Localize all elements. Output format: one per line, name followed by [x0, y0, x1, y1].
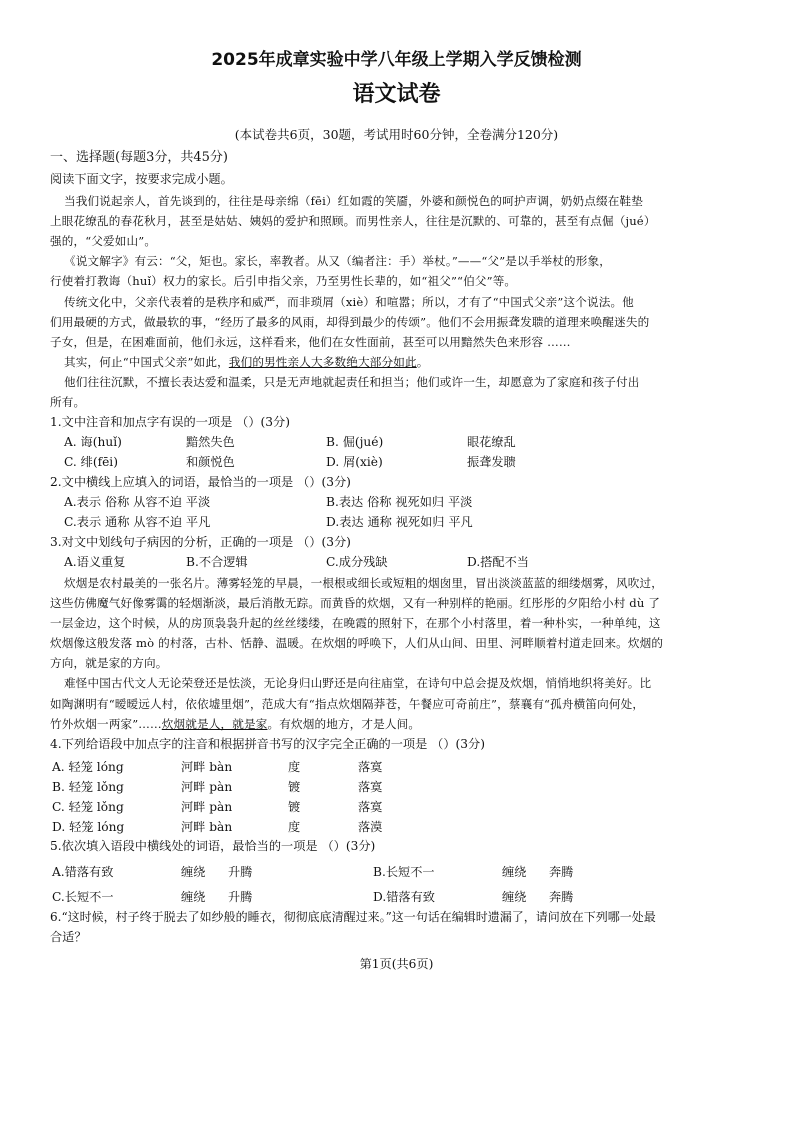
passage2-line: 一层金边，这个时候，从的房顶袅袅升起的丝丝缕缕，在晚霞的照射下，在那个小村落里，着一种朴实，一种单纯，这 [50, 616, 661, 630]
q4-option-b-word3: 镀 [288, 780, 301, 794]
exam-subtitle: 语文试卷 [352, 82, 441, 107]
question-4-stem: 4.下列给语段中加点字的注音和根据拼音书写的汉字完全正确的一项是 （）(3分) [50, 737, 485, 751]
q4-option-d: D. 轻笼 lóng [52, 820, 125, 834]
passage1-text: 其实，何止“中国式父亲”如此， [64, 355, 229, 369]
q1-option-d-word: 振聋发聩 [467, 455, 516, 469]
q5-option-c-word3: 升腾 [228, 890, 253, 904]
question-5-stem: 5.依次填入语段中横线处的词语，最恰当的一项是 （）(3分) [50, 839, 376, 853]
q4-option-a-word4: 落寞 [358, 760, 383, 774]
q5-option-b: B.长短不一 [373, 865, 435, 879]
passage1-line: 行使着打教诲（huǐ）权力的家长。后引申指父亲，乃至男性长辈的，如“祖父”“伯父”等。 [50, 274, 517, 288]
passage2-line: 方向，就是家的方向。 [50, 656, 168, 670]
q4-option-a: A. 轻笼 lóng [52, 760, 124, 774]
q1-option-a: A. 诲(huǐ) [64, 435, 122, 449]
q4-option-b-word2: 河畔 pàn [181, 780, 233, 794]
q5-option-a: A.错落有致 [52, 865, 114, 879]
passage2-text: 。有炊烟的地方，才是人间。 [267, 717, 421, 731]
passage1-line: 强的，“父爱如山”。 [50, 234, 157, 248]
q3-option-c: C.成分残缺 [326, 555, 388, 569]
q5-option-c-word2: 缠绕 [181, 890, 206, 904]
passage2-line: 这些仿佛魔气好像雾霭的轻烟渐淡，最后消散无踪。而黄昏的炊烟，又有一种别样的艳丽。红彤彤的夕阳给小村 dù 了 [50, 596, 661, 610]
q1-option-b-word: 眼花缭乱 [467, 435, 516, 449]
passage1-line: 他们往往沉默，不擅长表达爱和温柔，只是无声地就起责任和担当；他们或许一生，却愿意为了家庭和孩子付出 [64, 375, 640, 389]
q4-option-d-word4: 落漠 [358, 820, 383, 834]
question-6-stem: 6.“这时候，村子终于脱去了如纱般的睡衣，彻彻底底清醒过来。”这一句话在编辑时遗漏了，请问放在下列哪一处最 [50, 910, 656, 924]
q1-option-d: D. 屑(xiè) [326, 455, 383, 469]
passage1-line: 《说文解字》有云：“父，矩也。家长，率教者。从又（编者注：手）举杖。”——“父”是以手举杖的形象， [64, 254, 611, 268]
page-number: 第1页(共6页) [359, 957, 434, 971]
exam-info: (本试卷共6页，30题，考试用时60分钟，全卷满分120分) [234, 127, 559, 142]
passage1-text: 。 [416, 355, 429, 369]
q3-option-b: B.不合逻辑 [186, 555, 248, 569]
q1-option-b: B. 倔(jué) [326, 435, 384, 449]
underlined-sentence: 炊烟就是人，就是家 [161, 717, 268, 731]
q1-option-a-word: 黯然失色 [186, 435, 235, 449]
q4-option-a-word3: 度 [288, 760, 301, 774]
passage1-line: 所有。 [50, 395, 86, 409]
q4-option-b-word4: 落寞 [358, 780, 383, 794]
passage1-line: 们用最硬的方式，做最软的事，“经历了最多的风雨，却得到最少的传颂”。他们不会用振聋发聩的道理来唤醒迷失的 [50, 315, 650, 329]
section-heading: 一、选择题(每题3分，共45分) [50, 150, 228, 165]
q1-option-c-word: 和颜悦色 [186, 455, 235, 469]
q4-option-c-word2: 河畔 pàn [181, 800, 233, 814]
question-3-stem: 3.对文中划线句子病因的分析，正确的一项是 （）(3分) [50, 535, 351, 549]
q2-option-c: C.表示 通称 从容不迫 平凡 [64, 515, 211, 529]
passage2-line: 炊烟是农村最美的一张名片。薄雾轻笼的早晨，一根根或细长或短粗的烟囱里，冒出淡淡蓝蓝的细缕烟雾，风吹过， [64, 576, 663, 590]
passage1-line: 上眼花缭乱的春花秋月，甚至是姑姑、姨妈的爱护和照顾。而男性亲人，往往是沉默的、可靠的，甚至有点倔（jué） [50, 214, 656, 228]
q5-option-b-word3: 奔腾 [549, 865, 574, 879]
q2-option-d: D.表达 通称 视死如归 平凡 [326, 515, 473, 529]
q5-option-b-word2: 缠绕 [502, 865, 527, 879]
passage2-line [50, 716, 420, 732]
passage2-line: 炊烟像这般发落 mò 的村落，古朴、恬静、温暖。在炊烟的呼唤下，人们从山间、田里、河畔顺着村道走回来。炊烟的 [50, 636, 664, 650]
passage2-text: 竹外炊烟一两家”…… [50, 717, 162, 731]
passage2-line: 如陶渊明有“暧暧远人村，依依墟里烟”，范成大有“指点炊烟隔莽苍，午餐应可奇前庄”，蔡襄有“孤舟横笛向何处， [50, 697, 645, 711]
q5-option-d-word2: 缠绕 [502, 890, 527, 904]
passage2-line: 难怪中国古代文人无论荣登还是怯淡，无论身归山野还是向往庙堂，在诗句中总会提及炊烟，悄悄地织将美好。比 [64, 676, 652, 690]
q5-option-a-word2: 缠绕 [181, 865, 206, 879]
passage1-line: 当我们说起亲人，首先谈到的，往往是母亲绵（fēi）红如霞的笑靥，外婆和颜悦色的呵护声调，奶奶点缀在鞋垫 [64, 194, 644, 208]
passage1-line: 传统文化中，父亲代表着的是秩序和威严，而非琐屑（xiè）和喧嚣；所以，才有了“中国式父亲”这个说法。他 [64, 295, 634, 309]
q5-option-d-word3: 奔腾 [549, 890, 574, 904]
q2-option-a: A.表示 俗称 从容不迫 平淡 [64, 495, 211, 509]
exam-title: 2025年成章实验中学八年级上学期入学反馈检测 [211, 50, 582, 70]
underlined-sentence: 我们的男性亲人大多数绝大部分如此 [228, 355, 417, 369]
q4-option-c-word3: 镀 [288, 800, 301, 814]
section-intro: 阅读下面文字，按要求完成小题。 [50, 172, 233, 186]
passage1-line [64, 354, 428, 370]
q5-option-a-word3: 升腾 [228, 865, 253, 879]
q4-option-d-word3: 度 [288, 820, 301, 834]
q3-option-a: A.语义重复 [64, 555, 126, 569]
question-2-stem: 2.文中横线上应填入的词语，最恰当的一项是 （）(3分) [50, 475, 351, 489]
q4-option-b: B. 轻笼 lǒng [52, 780, 124, 794]
question-1-stem: 1.文中注音和加点字有误的一项是 （）(3分) [50, 415, 290, 429]
q4-option-a-word2: 河畔 bàn [181, 760, 233, 774]
q4-option-d-word2: 河畔 bàn [181, 820, 233, 834]
q4-option-c: C. 轻笼 lǒng [52, 800, 124, 814]
question-6-stem-cont: 合适？ [50, 930, 87, 944]
q1-option-c: C. 绯(fēi) [64, 455, 118, 469]
q5-option-c: C.长短不一 [52, 890, 114, 904]
passage1-line: 子女，但是，在困难面前，他们永远，这样看来，他们在女性面前，甚至可以用黯然失色来形容 …… [50, 335, 571, 349]
q2-option-b: B.表达 俗称 视死如归 平淡 [326, 495, 473, 509]
q5-option-d: D.错落有致 [373, 890, 435, 904]
q3-option-d: D.搭配不当 [467, 555, 529, 569]
q4-option-c-word4: 落寞 [358, 800, 383, 814]
